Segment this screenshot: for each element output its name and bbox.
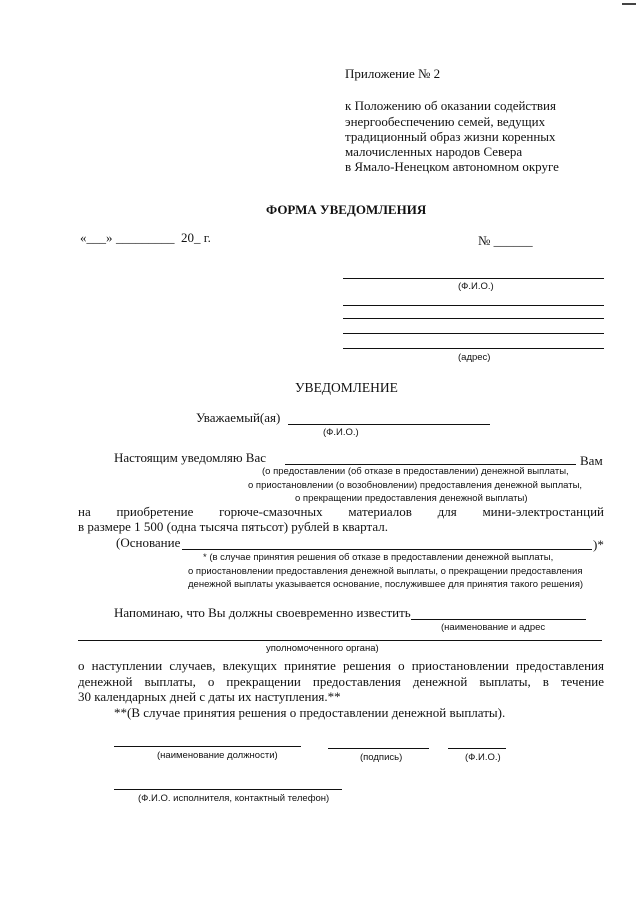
reminder-paragraph-line-1: о наступлении случаев, влекущих принятие решения о приостановлении предоставления xyxy=(78,658,604,673)
address-line-3 xyxy=(343,333,604,334)
executor-line xyxy=(114,789,342,790)
recipient-fio-caption: (Ф.И.О.) xyxy=(458,281,494,292)
footnote1-line-3: денежной выплаты указывается основание, послужившее для принятия такого решения) xyxy=(188,579,584,590)
organ-line-1 xyxy=(411,619,586,620)
purpose-word: горюче-смазочных xyxy=(219,504,323,519)
reminder-text: Напоминаю, что Вы должны своевременно известить xyxy=(114,605,411,620)
reminder-paragraph-line-2: денежной выплаты, о прекращении предоставления денежной выплаты, в течение xyxy=(78,674,604,689)
organ-caption-1: (наименование и адрес xyxy=(441,622,546,633)
purpose-word: мини-электростанций xyxy=(482,504,604,519)
greeting-fio-caption: (Ф.И.О.) xyxy=(323,427,359,438)
footnote1-line-1: * (в случае принятия решения об отказе в предоставлении денежной выплаты, xyxy=(203,552,554,563)
purpose-word: материалов xyxy=(348,504,412,519)
greeting-fio-line xyxy=(288,424,490,425)
date-year: 20_ г. xyxy=(181,230,211,245)
option-line-3: о прекращении предоставления денежной выплаты) xyxy=(295,493,528,504)
form-title: ФОРМА УВЕДОМЛЕНИЯ xyxy=(266,202,427,217)
footnote1-line-2: о приостановлении предоставления денежной выплаты, о прекращении предоставления xyxy=(188,566,583,577)
purpose-line xyxy=(78,504,604,520)
signature-caption: (подпись) xyxy=(360,752,403,763)
greeting-label: Уважаемый(ая) xyxy=(196,410,281,425)
vam-text: Вам xyxy=(580,453,603,468)
purpose-word: для xyxy=(437,504,457,519)
address-line-1 xyxy=(343,305,604,306)
appendix-title: Приложение № 2 xyxy=(345,66,441,81)
address-line-2 xyxy=(343,318,604,319)
position-caption: (наименование должности) xyxy=(157,750,278,761)
purpose-word: приобретение xyxy=(116,504,194,519)
option-line-2: о приостановлении (о возобновлении) предоставления денежной выплаты, xyxy=(248,480,583,491)
address-line-4 xyxy=(343,348,604,349)
executor-caption: (Ф.И.О. исполнителя, контактный телефон) xyxy=(138,793,330,804)
basis-open: (Основание xyxy=(116,535,181,550)
date-month: _________ xyxy=(116,230,175,245)
position-line xyxy=(114,746,301,747)
intro-text: Настоящим уведомляю Вас xyxy=(114,450,267,465)
decision-line xyxy=(285,464,576,465)
notice-title: УВЕДОМЛЕНИЕ xyxy=(295,380,398,395)
purpose-word: на xyxy=(78,504,91,519)
option-line-1: (о предоставлении (об отказе в предоставлении) денежной выплаты, xyxy=(262,466,569,477)
appendix-line-5: в Ямало-Ненецком автономном округе xyxy=(345,159,559,174)
signature-line xyxy=(328,748,429,749)
appendix-line-3: традиционный образ жизни коренных xyxy=(345,129,556,144)
address-caption: (адрес) xyxy=(458,352,491,363)
date-day: «___» xyxy=(80,230,113,245)
amount-text: в размере 1 500 (одна тысяча пятьсот) рублей в квартал. xyxy=(78,519,388,534)
appendix-line-2: энергообеспечению семей, ведущих xyxy=(345,114,546,129)
recipient-fio-line xyxy=(343,278,604,279)
basis-line xyxy=(182,549,592,550)
organ-line-2 xyxy=(78,640,602,641)
signature-fio-caption: (Ф.И.О.) xyxy=(465,752,501,763)
basis-close: )* xyxy=(593,537,604,552)
signature-fio-line xyxy=(448,748,506,749)
organ-caption-2: уполномоченного органа) xyxy=(266,643,379,654)
appendix-line-4: малочисленных народов Севера xyxy=(345,144,523,159)
footnote2-text: **(В случае принятия решения о предоставлении денежной выплаты). xyxy=(114,705,506,720)
appendix-line-1: к Положению об оказании содействия xyxy=(345,98,556,113)
reminder-paragraph-line-3: 30 календарных дней с даты их наступления.** xyxy=(78,689,341,704)
document-number: № ______ xyxy=(478,233,533,248)
scan-mark xyxy=(622,3,636,5)
